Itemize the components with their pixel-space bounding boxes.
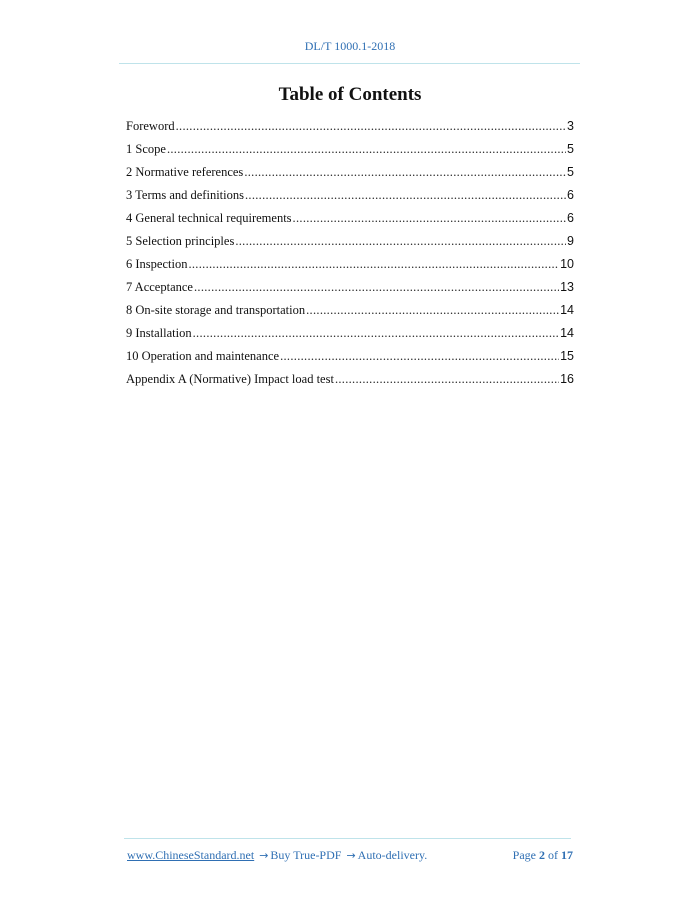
website-link[interactable]: www.ChineseStandard.net [127,848,255,862]
right-arrow-icon: → [259,849,269,862]
toc-entry-page: 3 [567,119,574,133]
toc-entry-page: 13 [560,280,574,294]
toc-dot-leader [306,302,559,319]
table-of-contents [126,118,574,394]
toc-entry-page: 14 [560,303,574,317]
toc-entry-page: 16 [560,372,574,386]
toc-entry-terms-and-definitions[interactable] [126,187,574,210]
toc-entry-title: 9 Installation [126,326,192,340]
toc-entry-selection-principles[interactable] [126,233,574,256]
buy-true-pdf-text: Buy True-PDF [270,848,342,862]
page-number [513,848,573,863]
toc-entry-scope[interactable] [126,141,574,164]
toc-entry-foreword[interactable] [126,118,574,141]
toc-dot-leader [167,141,566,158]
toc-entry-title: 6 Inspection [126,257,188,271]
toc-entry-page: 6 [567,211,574,225]
toc-dot-leader [193,325,559,342]
toc-entry-page: 10 [560,257,574,271]
toc-entry-inspection[interactable] [126,256,574,279]
toc-entry-title: 3 Terms and definitions [126,188,244,202]
current-page-number: 2 [539,848,545,862]
toc-dot-leader [280,348,559,365]
toc-dot-leader [188,256,559,273]
toc-entry-title: 4 General technical requirements [126,211,292,225]
toc-entry-acceptance[interactable] [126,279,574,302]
of-word: of [548,848,558,862]
toc-entry-title: 2 Normative references [126,165,244,179]
toc-entry-appendix-a[interactable] [126,371,574,394]
toc-entry-general-technical-requirements[interactable] [126,210,574,233]
toc-entry-title: Appendix A (Normative) Impact load test [126,372,334,386]
toc-dot-leader [335,371,559,388]
toc-entry-title: 10 Operation and maintenance [126,349,280,363]
page-footer [127,848,573,863]
toc-entry-title: 5 Selection principles [126,234,235,248]
toc-entry-page: 5 [567,142,574,156]
toc-entry-page: 9 [567,234,574,248]
header-divider [119,63,580,64]
toc-entry-page: 6 [567,188,574,202]
toc-entry-title: Foreword [126,119,175,133]
toc-dot-leader [235,233,566,250]
toc-dot-leader [293,210,567,227]
total-pages-number: 17 [561,848,573,862]
toc-entry-title: 7 Acceptance [126,280,193,294]
toc-entry-normative-references[interactable] [126,164,574,187]
right-arrow-icon: → [346,849,356,862]
page-title: Table of Contents [278,84,422,105]
auto-delivery-text: Auto-delivery. [357,848,428,862]
toc-entry-installation[interactable] [126,325,574,348]
toc-entry-page: 15 [560,349,574,363]
page-word: Page [512,848,536,862]
toc-dot-leader [245,187,566,204]
footer-divider [124,838,571,839]
toc-dot-leader [176,118,566,135]
toc-entry-operation-and-maintenance[interactable] [126,348,574,371]
toc-dot-leader [194,279,559,296]
toc-entry-page: 5 [567,165,574,179]
toc-entry-title: 1 Scope [126,142,166,156]
toc-entry-page: 14 [560,326,574,340]
toc-entry-title: 8 On-site storage and transportation [126,303,306,317]
toc-dot-leader [244,164,566,181]
running-header: DL/T 1000.1-2018 [304,39,396,53]
toc-entry-storage-and-transportation[interactable] [126,302,574,325]
